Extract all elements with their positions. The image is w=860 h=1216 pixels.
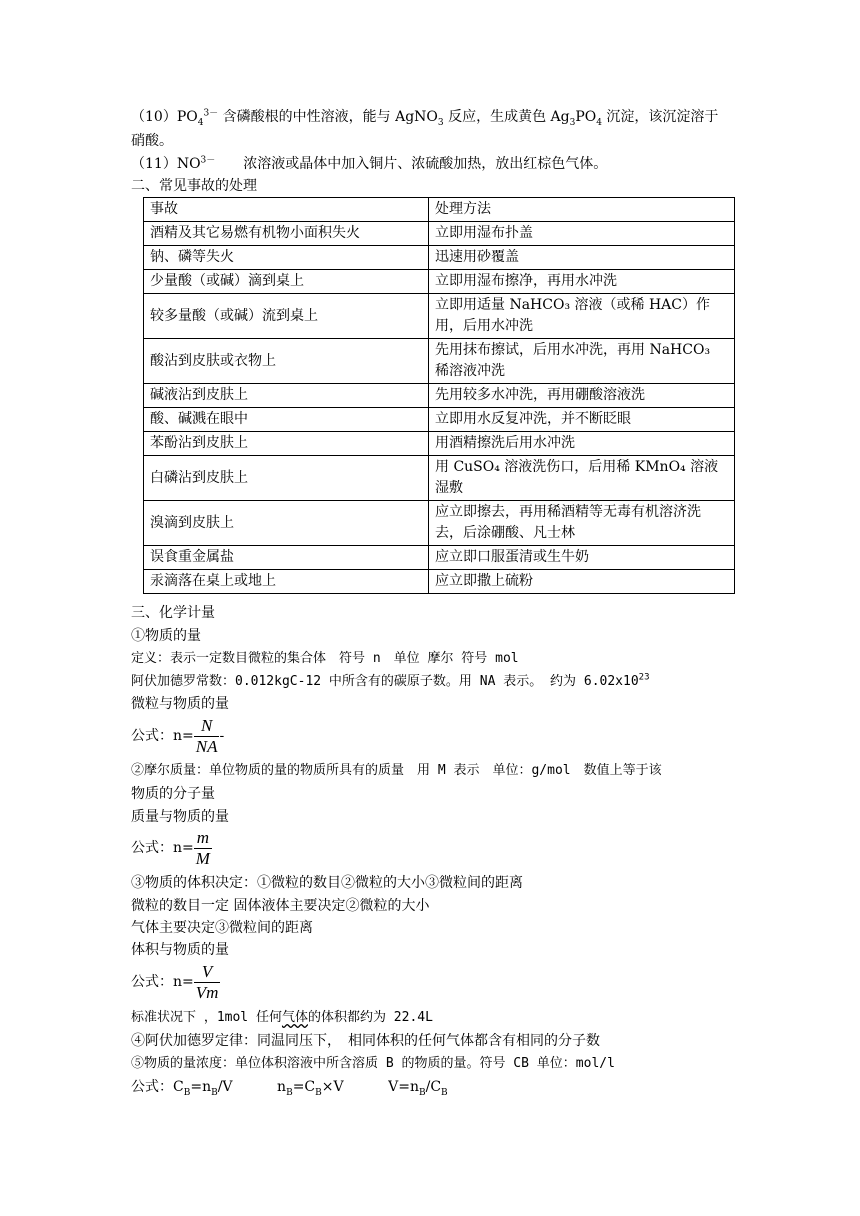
table-row <box>144 456 735 501</box>
avogadro-constant-line: 阿伏加德罗常数：0.012kgC-12 中所含有的碳原子数。用 NA 表示。 约为 $6.02x10^{23}$ <box>131 672 650 689</box>
mass-and-amount-heading: 质量与物质的量 <box>131 809 229 825</box>
accident-cell: 酸、碱溅在眼中 <box>144 408 429 432</box>
formula-v-over-vm: 公式：n= $\frac{V}{Vm}$ <box>131 961 219 1002</box>
method-cell: 先用较多水冲洗，再用硼酸溶液洗 <box>429 384 735 408</box>
accident-cell: 苯酚沾到皮肤上 <box>144 432 429 456</box>
molar-mass-line-continued: 物质的分子量 <box>131 786 215 802</box>
table-row <box>144 384 735 408</box>
method-cell: 先用抹布擦试，后用水冲洗，再用 NaHCO₃ 稀溶液冲洗 <box>429 339 735 384</box>
gas-line: 气体主要决定③微粒间的距离 <box>131 920 313 936</box>
accident-cell: 溴滴到皮肤上 <box>144 501 429 546</box>
accident-cell: 酸沾到皮肤或衣物上 <box>144 339 429 384</box>
method-cell: 用酒精擦洗后用水冲洗 <box>429 432 735 456</box>
accident-cell: 钠、磷等失火 <box>144 246 429 270</box>
concentration-formula-line: 公式：$C_B=n_B/V$ $n_B=C_B\times V$ $V=n_B/C_B$ <box>131 1079 448 1098</box>
method-cell: 应立即口服蛋清或生牛奶 <box>429 546 735 570</box>
solid-liquid-line: 微粒的数目一定 固体液体主要决定②微粒的大小 <box>131 898 430 914</box>
method-cell: 立即用湿布扑盖 <box>429 222 735 246</box>
standard-conditions-line: 标准状况下 ，1mol 任何气体的体积都约为 22.4L <box>131 1010 433 1025</box>
method-cell: 立即用湿布擦净，再用水冲洗 <box>429 270 735 294</box>
section-title-accidents: 二、常见事故的处理 <box>131 178 257 194</box>
phosphate-line: $(10)PO_4^{3-}$ 含磷酸根的中性溶液，能与 AgNO$_3$ 反应，生成黄色 $Ag_3PO_4$ 沉淀，该沉淀溶于 <box>131 108 719 128</box>
accident-cell: 碱液沾到皮肤上 <box>144 384 429 408</box>
table-row <box>144 270 735 294</box>
accident-cell: 较多量酸（或碱）流到桌上 <box>144 294 429 339</box>
accident-cell: 酒精及其它易燃有机物小面积失火 <box>144 222 429 246</box>
method-cell: 迅速用砂覆盖 <box>429 246 735 270</box>
volume-determinants-line: ③物质的体积决定：①微粒的数目②微粒的大小③微粒间的距离 <box>131 875 523 891</box>
definition-line: 定义：表示一定数目微粒的集合体 符号 n 单位 摩尔 符号 mol <box>131 651 519 666</box>
method-cell: 立即用适量 NaHCO₃ 溶液（或稀 HAC）作用，后用水冲洗 <box>429 294 735 339</box>
section-title-chemical-measurement: 三、化学计量 <box>131 605 215 621</box>
table-row <box>144 570 735 594</box>
volume-and-amount-heading: 体积与物质的量 <box>131 942 229 958</box>
table-header-row <box>144 198 735 222</box>
table-row <box>144 294 735 339</box>
avogadro-law-line: ④阿伏加德罗定律：同温同压下， 相同体积的任何气体都含有相同的分子数 <box>131 1033 600 1049</box>
table-row <box>144 408 735 432</box>
method-cell: 用 CuSO₄ 溶液洗伤口，后用稀 KMnO₄ 溶液湿敷 <box>429 456 735 501</box>
fraction: $\frac{N}{NA}$ <box>195 715 218 756</box>
accident-cell: 白磷沾到皮肤上 <box>144 456 429 501</box>
formula-n-over-na: 公式：n= $\frac{N}{NA}$ - <box>131 715 225 756</box>
table-header-cell: 处理方法 <box>429 198 735 222</box>
table-row <box>144 339 735 384</box>
table-row <box>144 246 735 270</box>
accident-cell: 汞滴落在桌上或地上 <box>144 570 429 594</box>
method-cell: 应立即擦去，再用稀酒精等无毒有机溶济洗去，后涂硼酸、凡士林 <box>429 501 735 546</box>
method-cell: 立即用水反复冲洗，并不断眨眼 <box>429 408 735 432</box>
table-row <box>144 501 735 546</box>
table-header-cell: 事故 <box>144 198 429 222</box>
table-row <box>144 222 735 246</box>
phosphate-line-continued: 硝酸。 <box>131 133 173 149</box>
nitrate-line: $(11)NO^{3-}$ 浓溶液或晶体中加入铜片、浓硫酸加热，放出红棕色气体。 <box>131 155 608 172</box>
fraction: $\frac{m}{M}$ <box>195 827 210 868</box>
amount-of-substance-heading: ①物质的量 <box>131 628 201 644</box>
molar-concentration-line: ⑤物质的量浓度：单位体积溶液中所含溶质 B 的物质的量。符号 CB 单位：mol/l <box>131 1056 615 1071</box>
particles-and-amount-heading: 微粒与物质的量 <box>131 696 229 712</box>
fraction: $\frac{V}{Vm}$ <box>195 961 219 1002</box>
accident-cell: 误食重金属盐 <box>144 546 429 570</box>
table-row <box>144 432 735 456</box>
accident-table <box>143 197 735 594</box>
table-row <box>144 546 735 570</box>
method-cell: 应立即撒上硫粉 <box>429 570 735 594</box>
molar-mass-line: ②摩尔质量：单位物质的量的物质所具有的质量 用 M 表示 单位：g/mol 数值上等于该 <box>131 763 662 778</box>
formula-m-over-m: 公式：n= $\frac{m}{M}$ <box>131 827 210 868</box>
accident-cell: 少量酸（或碱）滴到桌上 <box>144 270 429 294</box>
